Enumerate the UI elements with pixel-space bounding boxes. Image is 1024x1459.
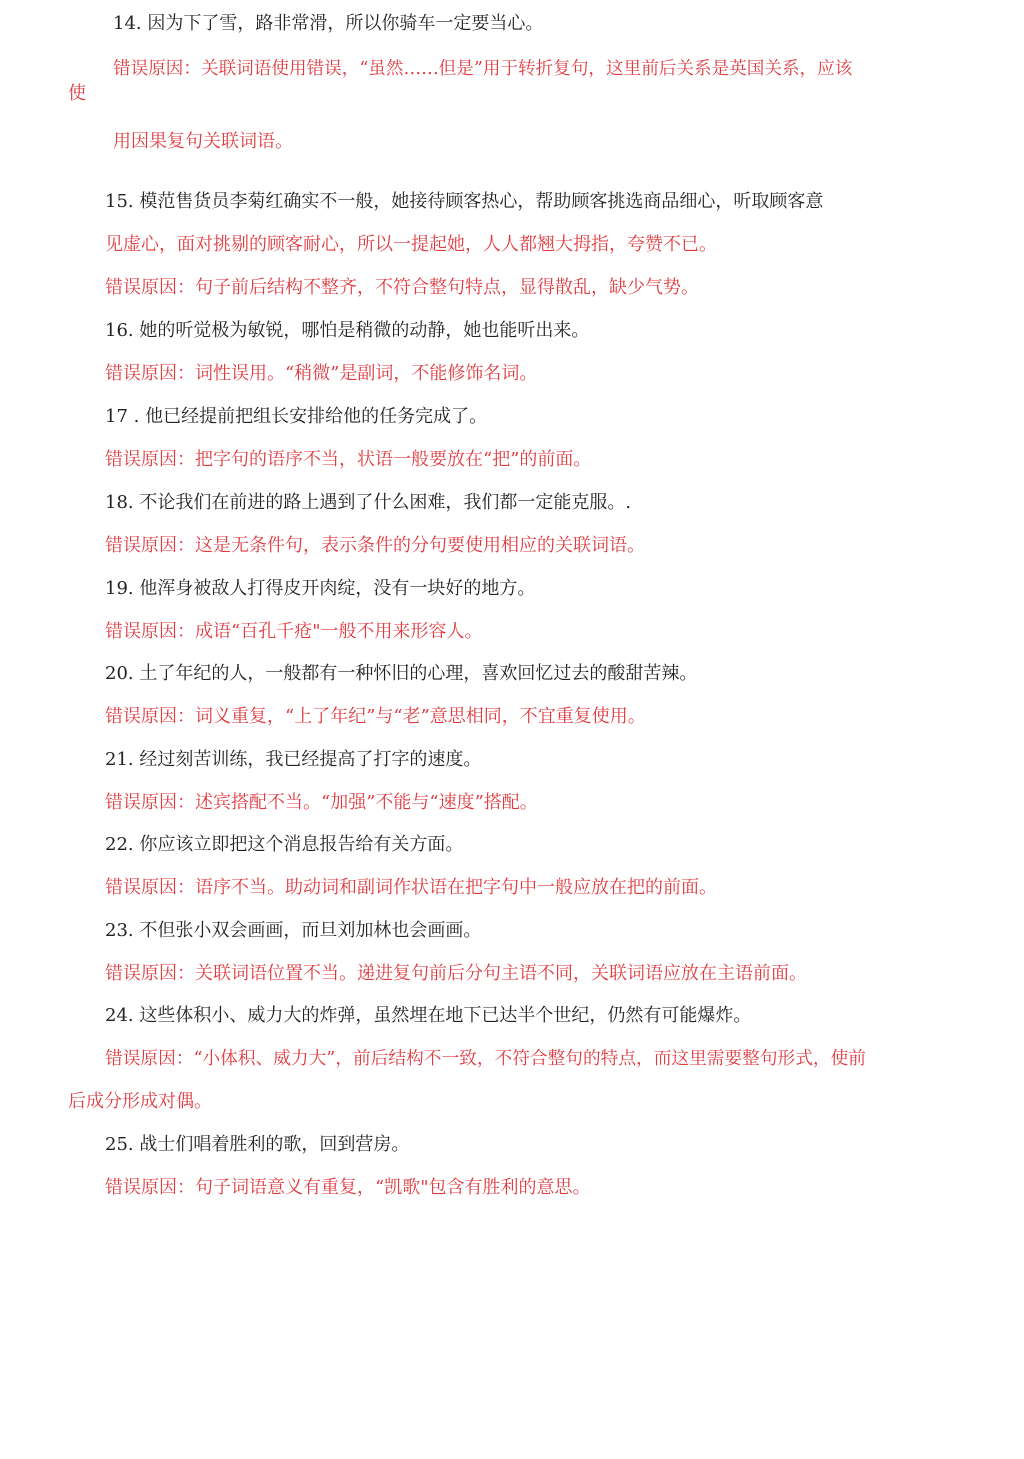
question-19: 19. 他浑身被敌人打得皮开肉绽，没有一块好的地方。 [105, 578, 536, 599]
question-22: 22. 你应该立即把这个消息报告给有关方面。 [105, 834, 464, 855]
question-24: 24. 这些体积小、威力大的炸弹，虽然埋在地下已达半个世纪，仍然有可能爆炸。 [105, 1005, 752, 1026]
question-15-line1: 15. 模范售货员李菊红确实不一般，她接待顾客热心，帮助顾客挑选商品细心，听取顾客意 [105, 191, 824, 212]
error-reason-14-line3: 用因果复句关联词语。 [113, 131, 293, 152]
error-reason-20: 错误原因：词义重复，“上了年纪”与“老”意思相同，不宜重复使用。 [105, 706, 646, 727]
error-reason-24-line2: 后成分形成对偶。 [68, 1091, 212, 1112]
error-reason-18: 错误原因：这是无条件句，表示条件的分句要使用相应的关联词语。 [105, 535, 645, 556]
question-16: 16. 她的听觉极为敏锐，哪怕是稍微的动静，她也能听出来。 [105, 320, 590, 341]
question-25: 25. 战士们唱着胜利的歌，回到营房。 [105, 1134, 410, 1155]
error-reason-25: 错误原因：句子词语意义有重复，“凯歌"包含有胜利的意思。 [105, 1177, 591, 1198]
error-reason-14-line2: 使 [68, 83, 86, 104]
error-reason-14-line1: 错误原因：关联词语使用错误，“虽然……但是”用于转折复句，这里前后关系是英国关系，应该 [113, 59, 853, 79]
error-reason-19: 错误原因：成语“百孔千疮"一般不用来形容人。 [105, 621, 483, 642]
error-reason-16: 错误原因：词性误用。“稍微”是副词，不能修饰名词。 [105, 363, 538, 384]
error-reason-24-line1: 错误原因：“小体积、威力大”，前后结构不一致，不符合整句的特点，而这里需要整句形式，使前 [105, 1049, 866, 1069]
question-17: 17 . 他已经提前把组长安排给他的任务完成了。 [105, 406, 488, 427]
question-18: 18. 不论我们在前进的路上遇到了什么困难，我们都一定能克服。. [105, 492, 632, 513]
error-reason-21: 错误原因：述宾搭配不当。“加强”不能与“速度”搭配。 [105, 792, 538, 813]
error-reason-23: 错误原因：关联词语位置不当。递进复句前后分句主语不同，关联词语应放在主语前面。 [105, 963, 807, 984]
question-20: 20. 土了年纪的人，一般都有一种怀旧的心理，喜欢回忆过去的酸甜苦辣。 [105, 663, 698, 684]
question-23: 23. 不但张小双会画画，而旦刘加林也会画画。 [105, 920, 482, 941]
question-21: 21. 经过刻苦训练，我已经提高了打字的速度。 [105, 749, 482, 770]
question-14: 14. 因为下了雪，路非常滑，所以你骑车一定要当心。 [113, 13, 544, 34]
question-15-line2: 见虚心，面对挑剔的顾客耐心，所以一提起她，人人都翘大拇指，夸赞不已。 [105, 234, 717, 255]
error-reason-15: 错误原因：句子前后结构不整齐，不符合整句特点，显得散乱，缺少气势。 [105, 277, 699, 298]
error-reason-22: 错误原因：语序不当。助动词和副词作状语在把字句中一般应放在把的前面。 [105, 877, 717, 898]
error-reason-17: 错误原因：把字句的语序不当，状语一般要放在“把”的前面。 [105, 449, 592, 470]
